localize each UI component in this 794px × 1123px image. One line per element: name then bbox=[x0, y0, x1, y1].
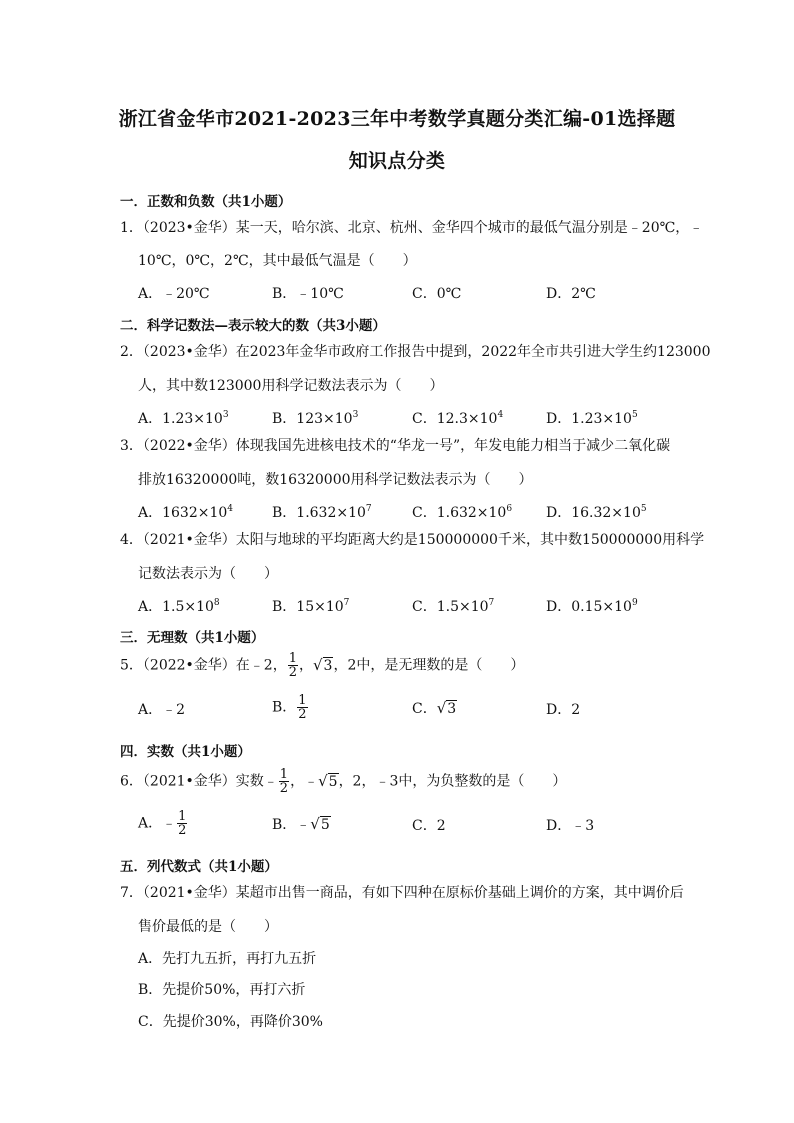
question-6: 6．（2021•金华）实数﹣ $\frac{1}{2}$ ，﹣√5，2，﹣3中，为负整数的是（ ） bbox=[120, 767, 567, 796]
question-4-line1: 4．（2021•金华）太阳与地球的平均距离大约是150000000千米，其中数150000000用科学 bbox=[120, 532, 705, 548]
q7-option-c: C．先提价30%，再降价30% bbox=[138, 1014, 323, 1030]
q5-option-b: B． $\frac{1}{2}$ bbox=[272, 693, 307, 722]
q4-option-a: A．$1.5\times 10^8$ bbox=[138, 598, 220, 615]
document-title-line1: 浙江省金华市2021-2023三年中考数学真题分类汇编-01选择题 bbox=[118, 108, 676, 130]
q6-sqrt: √5 bbox=[318, 771, 338, 790]
q1-option-d: D．2℃ bbox=[546, 286, 596, 302]
section-heading-positive-negative: 一．正数和负数（共1小题） bbox=[120, 194, 292, 210]
q5-option-c: C．√3 bbox=[412, 699, 457, 717]
q6-option-a: A．﹣ $\frac{1}{2}$ bbox=[138, 809, 187, 838]
q2-option-c: C．$12.3\times 10^4$ bbox=[412, 410, 504, 427]
question-4-line2: 记数法表示为（ ） bbox=[138, 566, 278, 582]
q2-option-a: A．$1.23\times 10^3$ bbox=[138, 410, 229, 427]
q3-option-c: C．$1.632\times 10^6$ bbox=[412, 504, 513, 521]
question-7-line1: 7．（2021•金华）某超市出售一商品，有如下四种在原标价基础上调价的方案，其中调价后 bbox=[120, 885, 684, 901]
question-2-line2: 人，其中数123000用科学记数法表示为（ ） bbox=[138, 378, 444, 394]
question-1-line2: 10℃，0℃，2℃，其中最低气温是（ ） bbox=[138, 253, 417, 269]
q4-option-d: D．$0.15\times 10^9$ bbox=[546, 598, 638, 615]
q2-option-b: B．$123\times 10^3$ bbox=[272, 410, 359, 427]
q4-option-c: C．$1.5\times 10^7$ bbox=[412, 598, 495, 615]
q4-option-b: B．$15\times 10^7$ bbox=[272, 598, 350, 615]
document-title-line2: 知识点分类 bbox=[348, 150, 446, 172]
section-heading-real-numbers: 四．实数（共1小题） bbox=[120, 744, 251, 760]
q3-option-d: D．$16.32\times 10^5$ bbox=[546, 504, 647, 521]
q5-fraction: $\frac{1}{2}$ bbox=[288, 651, 297, 680]
q2-option-d: D．$1.23\times 10^5$ bbox=[546, 410, 638, 427]
q7-option-a: A．先打九五折，再打九五折 bbox=[138, 951, 317, 967]
q6-option-d: D．﹣3 bbox=[546, 818, 595, 834]
question-2-line1: 2．（2023•金华）在2023年金华市政府工作报告中提到，2022年全市共引进大学生约123000 bbox=[120, 344, 711, 360]
q5-sqrt: √3 bbox=[312, 655, 333, 674]
q1-option-b: B．﹣10℃ bbox=[272, 286, 344, 302]
q5-option-a: A．﹣2 bbox=[138, 702, 186, 718]
q6-option-c: C．2 bbox=[412, 818, 446, 834]
question-7-line2: 售价最低的是（ ） bbox=[138, 919, 278, 935]
q6-fraction: $\frac{1}{2}$ bbox=[279, 767, 289, 796]
q7-option-b: B．先提价50%，再打六折 bbox=[138, 982, 306, 998]
question-3-line2: 排放16320000吨，数16320000用科学记数法表示为（ ） bbox=[138, 472, 533, 488]
section-heading-algebraic-expressions: 五．列代数式（共1小题） bbox=[120, 859, 278, 875]
section-heading-scientific-notation: 二．科学记数法—表示较大的数（共3小题） bbox=[120, 318, 386, 334]
q1-option-a: A．﹣20℃ bbox=[138, 286, 210, 302]
section-heading-irrational-numbers: 三．无理数（共1小题） bbox=[120, 630, 265, 646]
question-3-line1: 3．（2022•金华）体现我国先进核电技术的“华龙一号”，年发电能力相当于减少二氧化碳 bbox=[120, 438, 671, 454]
q3-option-a: A．$1632\times 10^4$ bbox=[138, 504, 234, 521]
question-1-line1: 1．（2023•金华）某一天，哈尔滨、北京、杭州、金华四个城市的最低气温分别是﹣20℃，﹣ bbox=[120, 220, 704, 236]
question-5: 5．（2022•金华）在﹣2， $\frac{1}{2}$ ，√3，2中，是无理数的是（ ） bbox=[120, 651, 525, 680]
q3-option-b: B．$1.632\times 10^7$ bbox=[272, 504, 372, 521]
q1-option-c: C．0℃ bbox=[412, 286, 462, 302]
q6-option-b: B．﹣√5 bbox=[272, 815, 330, 833]
q5-option-d: D．2 bbox=[546, 702, 581, 718]
